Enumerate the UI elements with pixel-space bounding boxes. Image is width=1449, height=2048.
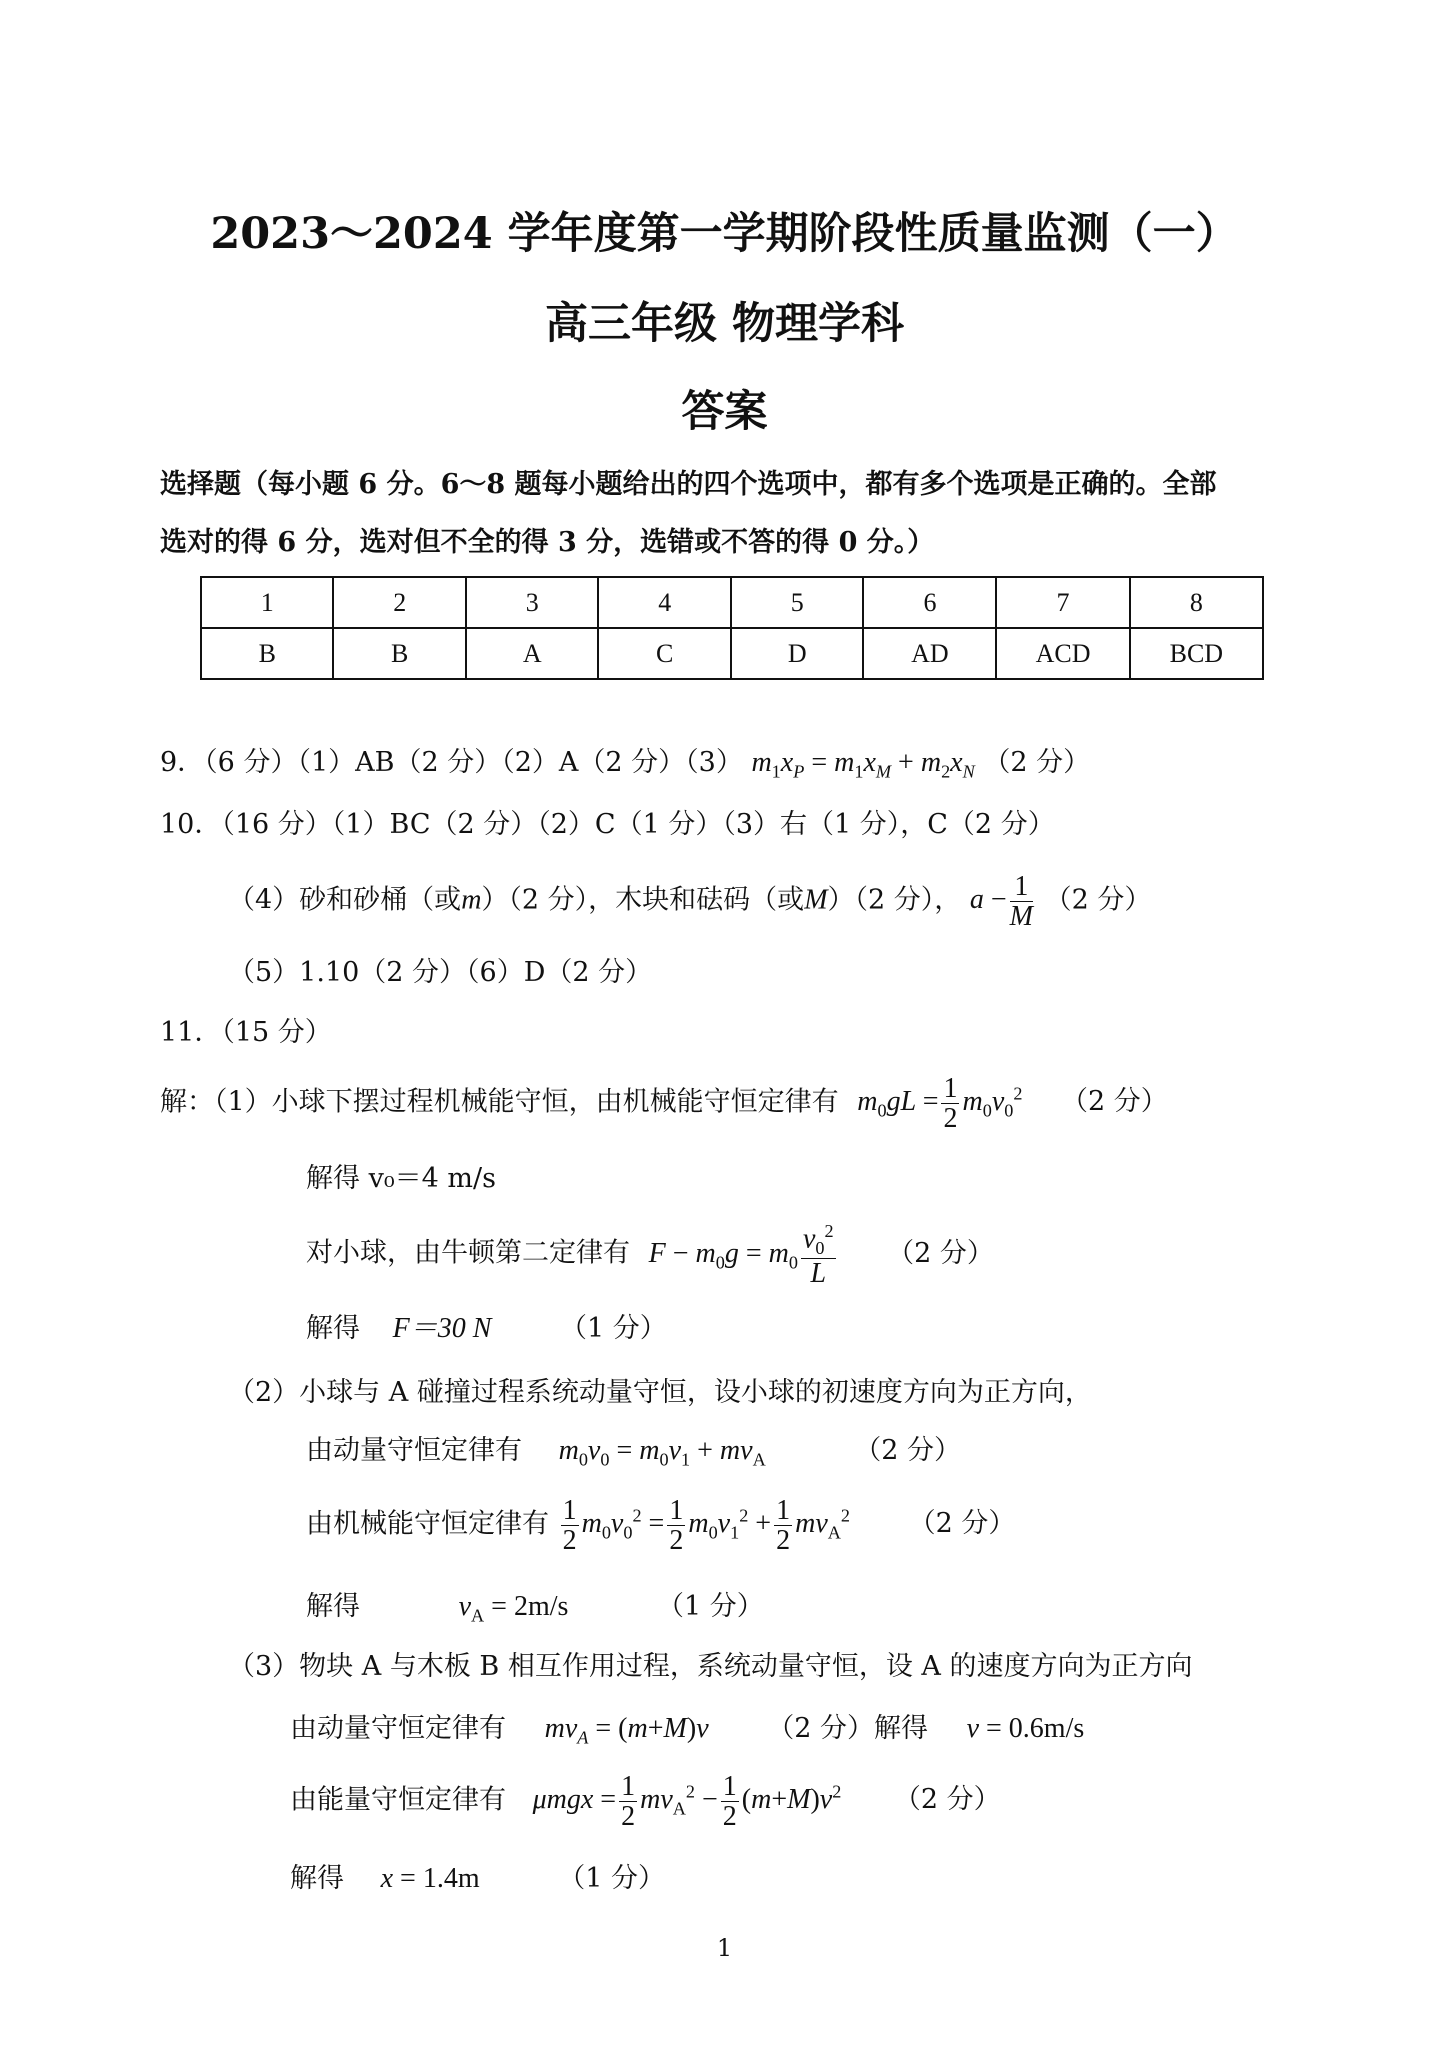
table-cell: 6 bbox=[863, 577, 996, 628]
q10-text-b: ）（2 分），木块和砝码（或 bbox=[481, 884, 805, 916]
q11-p2-text: （2）小球与 A 碰撞过程系统动量守恒，设小球的初速度方向为正方向， bbox=[228, 1377, 1092, 1408]
q11-p2-result-score: （1 分） bbox=[657, 1591, 764, 1622]
q11-p3-momentum-line bbox=[290, 1706, 1084, 1749]
table-row-answers bbox=[201, 628, 1263, 679]
table-cell: D bbox=[731, 628, 864, 679]
q10-formula: a − $\frac{1}{M}$ bbox=[969, 871, 1033, 933]
table-cell: 5 bbox=[731, 577, 864, 628]
answer-table bbox=[200, 576, 1264, 680]
q11-p3-momentum-formula: $mv_A = (m+M)v$ bbox=[544, 1713, 709, 1748]
q10-line3: （5）1.10（2 分）（6）D（2 分） bbox=[228, 957, 653, 988]
q11-p1-newton-score: （2 分） bbox=[887, 1237, 994, 1269]
q11-p3-velocity-formula: v = 0.6m/s bbox=[966, 1713, 1085, 1744]
q11-p1-text: 解：（1）小球下摆过程机械能守恒，由机械能守恒定律有 bbox=[160, 1086, 839, 1118]
table-cell: 2 bbox=[333, 577, 465, 628]
choice-intro-line1: 选择题（每小题 6 分。6～8 题每小题给出的四个选项中，都有多个选项是正确的。全部 bbox=[160, 469, 1217, 500]
q11-p1-newton-text: 对小球，由牛顿第二定律有 bbox=[306, 1237, 630, 1269]
q11-p1-force-score: （1 分） bbox=[559, 1313, 667, 1344]
answer-label: 答案 bbox=[681, 387, 768, 437]
choice-intro-line2: 选对的得 6 分，选对但不全的得 3 分，选错或不答的得 0 分。） bbox=[160, 527, 935, 558]
table-cell: B bbox=[201, 628, 333, 679]
q11-p1-score: （2 分） bbox=[1061, 1086, 1168, 1118]
q11-p1-newton-line bbox=[306, 1222, 994, 1288]
q11-p3-result-formula: x = 1.4m bbox=[380, 1863, 480, 1894]
q11-p3-energy-formula: μmgx = $\frac{1}{2}$ $mv_A^2$ − $\frac{1}{2}$ $(m+M)v^2$ bbox=[532, 1771, 842, 1833]
table-cell: BCD bbox=[1130, 628, 1263, 679]
q11-p1-newton-formula: $F - m_0g = m_0$ $\frac{v_0^2}{L}$ bbox=[648, 1221, 834, 1290]
q9-text: 9．（6 分）（1）AB（2 分）（2）A（2 分）（3） bbox=[160, 747, 743, 778]
table-row-numbers bbox=[201, 577, 1263, 628]
table-cell: 3 bbox=[466, 577, 599, 628]
q11-p2-momentum-score: （2 分） bbox=[854, 1435, 962, 1466]
page-number: 1 bbox=[716, 1934, 733, 1962]
q11-p1-result: 解得 v₀＝4 m/s bbox=[306, 1163, 496, 1194]
q11-p3-result-line bbox=[290, 1856, 665, 1895]
q11-p3-energy-score: （2 分） bbox=[893, 1784, 1001, 1816]
table-cell: B bbox=[333, 628, 465, 679]
table-cell: AD bbox=[863, 628, 996, 679]
q10-score: （2 分） bbox=[1044, 884, 1152, 916]
q11-p2-momentum-text: 由动量守恒定律有 bbox=[306, 1435, 522, 1466]
q11-p2-momentum-line bbox=[306, 1428, 961, 1471]
q11-header: 11．（15 分） bbox=[160, 1017, 332, 1048]
q11-p1-line bbox=[160, 1074, 1168, 1134]
q11-p2-momentum-formula: $m_0v_0 = m_0v_1 + mv_A$ bbox=[558, 1435, 766, 1470]
q11-p1-formula: $m_0gL$ = $\frac{1}{2}$ $m_0v_0^2$ bbox=[857, 1073, 1023, 1135]
q11-p3-result-label: 解得 bbox=[290, 1863, 344, 1894]
table-cell: ACD bbox=[996, 628, 1129, 679]
q10-line2: （4）砂和砂桶（或m）（2 分），木块和砝码（或M）（2 分）， a − $\frac{1}{M}$ （2 分） bbox=[228, 871, 1152, 933]
q9-formula: $m_1x_P = m_1x_M + m_2x_N$ bbox=[751, 747, 975, 782]
q11-p2-energy-score: （2 分） bbox=[908, 1508, 1016, 1540]
q9-score: （2 分） bbox=[983, 747, 1091, 778]
q11-p3-momentum-score: （2 分）解得 bbox=[767, 1713, 928, 1744]
q11-p1-force-line bbox=[306, 1306, 667, 1346]
q11-p2-result-line bbox=[306, 1584, 764, 1627]
table-cell: 7 bbox=[996, 577, 1129, 628]
q10-text-c: ）（2 分）， bbox=[827, 884, 962, 916]
q10-line1: 10．（16 分）（1）BC（2 分）（2）C（1 分）（3）右（1 分），C（2 分） bbox=[160, 809, 1055, 840]
q11-p2-energy-line bbox=[306, 1496, 1015, 1556]
page-subtitle: 高三年级 物理学科 bbox=[545, 299, 904, 349]
q11-p3-result-score: （1 分） bbox=[558, 1863, 665, 1894]
q11-p3-momentum-text: 由动量守恒定律有 bbox=[290, 1713, 506, 1744]
q11-p3-energy-line bbox=[290, 1772, 1001, 1832]
q11-p2-result-formula: $v_A = 2m/s$ bbox=[458, 1591, 569, 1626]
table-cell: 1 bbox=[201, 577, 333, 628]
q11-p2-result-label: 解得 bbox=[306, 1591, 360, 1622]
q11-p3-text: （3）物块 A 与木板 B 相互作用过程，系统动量守恒，设 A 的速度方向为正方向 bbox=[228, 1651, 1193, 1682]
table-cell: 4 bbox=[598, 577, 730, 628]
page-title: 2023～2024 学年度第一学期阶段性质量监测（一） bbox=[210, 209, 1239, 259]
table-cell: A bbox=[466, 628, 599, 679]
q10-text-a: （4）砂和砂桶（或 bbox=[228, 884, 462, 916]
q11-p1-force-label: 解得 bbox=[306, 1313, 360, 1344]
q11-p1-force-value: F＝30 N bbox=[392, 1313, 492, 1344]
table-cell: C bbox=[598, 628, 730, 679]
q9-line bbox=[160, 740, 1090, 783]
q11-p2-energy-formula: $\frac{1}{2}$ $m_0v_0^2$ = $\frac{1}{2}$ $m_0v_1^2$ + $\frac{1}{2}$ $mv_A^2$ bbox=[562, 1495, 850, 1557]
table-cell: 8 bbox=[1130, 577, 1263, 628]
q11-p3-energy-text: 由能量守恒定律有 bbox=[290, 1784, 506, 1816]
q11-p2-energy-text: 由机械能守恒定律有 bbox=[306, 1508, 549, 1540]
